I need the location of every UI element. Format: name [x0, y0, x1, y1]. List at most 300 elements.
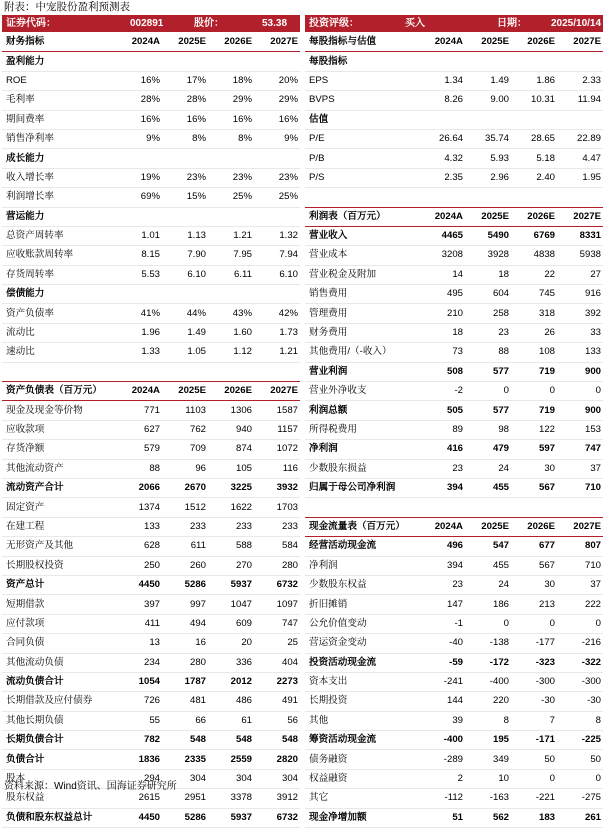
table-row — [2, 634, 300, 653]
row-label: 债务融资 — [305, 750, 415, 769]
row-value: 30 — [511, 575, 557, 594]
row-label: 资产总计 — [2, 575, 112, 594]
row-value: 874 — [208, 440, 254, 459]
table-row — [2, 498, 300, 517]
row-label: 营业外净收支 — [305, 382, 415, 401]
table-row — [2, 246, 300, 265]
table-row — [305, 711, 603, 730]
row-value: 2012 — [208, 672, 254, 691]
row-value: 2027E — [254, 33, 300, 52]
table-row — [305, 653, 603, 672]
row-value: 0 — [511, 382, 557, 401]
row-label: 应付款项 — [2, 614, 112, 633]
row-value: 8 — [557, 711, 603, 730]
row-value: 26.64 — [415, 129, 465, 148]
row-value: 42% — [254, 304, 300, 323]
row-value: 1787 — [162, 672, 208, 691]
row-value: -2 — [415, 382, 465, 401]
row-value: 0 — [465, 614, 511, 633]
row-value — [415, 110, 465, 129]
table-row — [2, 653, 300, 672]
row-label: 现金流量表（百万元） — [305, 517, 415, 536]
row-value: 747 — [557, 440, 603, 459]
row-value: 28% — [162, 91, 208, 110]
left-financial-table — [2, 33, 300, 828]
row-value: -112 — [415, 789, 465, 808]
row-value — [465, 110, 511, 129]
row-value: 940 — [208, 420, 254, 439]
row-value: 588 — [208, 537, 254, 556]
row-value: 496 — [415, 537, 465, 556]
row-value: -322 — [557, 653, 603, 672]
table-row — [2, 478, 300, 497]
row-value: -30 — [511, 692, 557, 711]
row-value: 25 — [254, 634, 300, 653]
row-label — [305, 498, 415, 517]
right-financial-table — [305, 33, 603, 828]
row-value: 0 — [557, 614, 603, 633]
row-value: 8.15 — [112, 246, 162, 265]
row-value: -275 — [557, 789, 603, 808]
row-value: 50 — [557, 750, 603, 769]
row-value: 577 — [465, 401, 511, 420]
row-value: 5937 — [208, 575, 254, 594]
row-value: 1.05 — [162, 343, 208, 362]
table-row — [305, 52, 603, 71]
row-value: 495 — [415, 285, 465, 304]
row-value — [208, 149, 254, 168]
row-value: 66 — [162, 711, 208, 730]
row-value: 7 — [511, 711, 557, 730]
row-value: 0 — [557, 382, 603, 401]
row-label: 销售费用 — [305, 285, 415, 304]
row-label: 营业税金及附加 — [305, 265, 415, 284]
row-value: 1072 — [254, 440, 300, 459]
row-value: 35.74 — [465, 129, 511, 148]
table-row — [305, 537, 603, 556]
row-value: 16% — [254, 110, 300, 129]
row-label: 估值 — [305, 110, 415, 129]
row-value: 7.94 — [254, 246, 300, 265]
row-value: 719 — [511, 362, 557, 381]
row-value: 234 — [112, 653, 162, 672]
table-row — [2, 672, 300, 691]
row-value: 486 — [208, 692, 254, 711]
row-value: 105 — [208, 459, 254, 478]
row-value: 2024A — [112, 33, 162, 52]
row-value: 762 — [162, 420, 208, 439]
date-label: 日期： — [497, 18, 527, 29]
row-value: 9% — [112, 129, 162, 148]
row-value: 0 — [465, 382, 511, 401]
row-value: 304 — [162, 769, 208, 788]
row-value — [415, 498, 465, 517]
row-value: 23% — [162, 168, 208, 187]
row-value: 5490 — [465, 226, 511, 245]
right-header-bar — [305, 15, 603, 32]
row-value: 7.90 — [162, 246, 208, 265]
row-value: -1 — [415, 614, 465, 633]
row-value: 1.33 — [112, 343, 162, 362]
table-row — [2, 129, 300, 148]
row-value: 15% — [162, 188, 208, 207]
row-value — [162, 149, 208, 168]
row-value: 23% — [208, 168, 254, 187]
row-value: 10.31 — [511, 91, 557, 110]
row-label: 应收款项 — [2, 420, 112, 439]
row-value: 1622 — [208, 498, 254, 517]
price-label: 股价： — [194, 18, 224, 29]
row-label: 筹资活动现金流 — [305, 731, 415, 750]
table-row — [2, 304, 300, 323]
row-value: 548 — [208, 731, 254, 750]
table-row — [2, 517, 300, 536]
row-value: 577 — [465, 362, 511, 381]
price-value: 53.38 — [262, 18, 288, 29]
row-value — [254, 52, 300, 71]
row-value: 1836 — [112, 750, 162, 769]
row-value: 213 — [511, 595, 557, 614]
row-value: 50 — [511, 750, 557, 769]
row-value: 2026E — [511, 33, 557, 52]
row-label: 利润表（百万元） — [305, 207, 415, 226]
row-value: 2.35 — [415, 168, 465, 187]
row-value: 25% — [254, 188, 300, 207]
row-label: P/E — [305, 129, 415, 148]
table-row — [305, 149, 603, 168]
row-value: 4450 — [112, 808, 162, 827]
table-row — [305, 304, 603, 323]
row-value: 900 — [557, 362, 603, 381]
row-label: 折旧摊销 — [305, 595, 415, 614]
row-value: 318 — [511, 304, 557, 323]
row-value: 584 — [254, 537, 300, 556]
row-label: 速动比 — [2, 343, 112, 362]
row-value: 3225 — [208, 478, 254, 497]
table-row — [305, 226, 603, 245]
row-value: 22.89 — [557, 129, 603, 148]
row-value: 1.21 — [208, 226, 254, 245]
table-row — [2, 362, 300, 381]
table-row — [305, 382, 603, 401]
row-value: 1306 — [208, 401, 254, 420]
row-value: 2 — [415, 769, 465, 788]
row-label: 营运资金变动 — [305, 634, 415, 653]
row-value: 89 — [415, 420, 465, 439]
row-label: EPS — [305, 71, 415, 90]
row-label — [2, 362, 112, 381]
row-value: 3932 — [254, 478, 300, 497]
row-label: 毛利率 — [2, 91, 112, 110]
row-value: -40 — [415, 634, 465, 653]
source-note: 资料来源：Wind资讯、国海证券研究所 — [4, 781, 177, 792]
row-value: 1.86 — [511, 71, 557, 90]
table-row — [2, 808, 300, 827]
row-label: 投资活动现金流 — [305, 653, 415, 672]
row-value: 709 — [162, 440, 208, 459]
table-row — [305, 440, 603, 459]
row-value: 5.53 — [112, 265, 162, 284]
row-value — [415, 52, 465, 71]
row-label: 长期投资 — [305, 692, 415, 711]
row-value: 122 — [511, 420, 557, 439]
row-value: 2024A — [415, 33, 465, 52]
row-value: 782 — [112, 731, 162, 750]
row-value: 397 — [112, 595, 162, 614]
rating-value: 买入 — [405, 18, 425, 29]
table-row — [305, 517, 603, 536]
row-value — [112, 149, 162, 168]
row-value: 55 — [112, 711, 162, 730]
row-value: -59 — [415, 653, 465, 672]
row-value: 18% — [208, 71, 254, 90]
row-value: 73 — [415, 343, 465, 362]
row-value: 270 — [208, 556, 254, 575]
row-value: 1512 — [162, 498, 208, 517]
table-row — [305, 614, 603, 633]
row-label: 长期借款及应付债券 — [2, 692, 112, 711]
row-label: 利润增长率 — [2, 188, 112, 207]
row-label: 负债合计 — [2, 750, 112, 769]
table-row — [2, 71, 300, 90]
row-label: 每股指标与估值 — [305, 33, 415, 52]
row-value: 1.21 — [254, 343, 300, 362]
row-value: 726 — [112, 692, 162, 711]
row-value: 807 — [557, 537, 603, 556]
row-value: 28% — [112, 91, 162, 110]
row-value: 2026E — [208, 33, 254, 52]
table-row — [2, 711, 300, 730]
row-value: 916 — [557, 285, 603, 304]
row-value: 4465 — [415, 226, 465, 245]
row-label: P/B — [305, 149, 415, 168]
table-row — [2, 537, 300, 556]
row-value — [254, 149, 300, 168]
row-value: 2615 — [112, 789, 162, 808]
row-value — [465, 498, 511, 517]
row-label: 固定资产 — [2, 498, 112, 517]
row-label: 无形资产及其他 — [2, 537, 112, 556]
table-row — [305, 808, 603, 827]
row-label: 总资产周转率 — [2, 226, 112, 245]
row-value: 16% — [112, 71, 162, 90]
row-value: 547 — [465, 537, 511, 556]
row-value: 29% — [254, 91, 300, 110]
row-value: -241 — [415, 672, 465, 691]
row-value: 233 — [254, 517, 300, 536]
row-value — [254, 362, 300, 381]
row-value: 233 — [208, 517, 254, 536]
table-row — [2, 420, 300, 439]
row-value: 5286 — [162, 808, 208, 827]
row-value: 719 — [511, 401, 557, 420]
row-value: 394 — [415, 478, 465, 497]
table-row — [305, 129, 603, 148]
table-row — [305, 634, 603, 653]
left-header-bar — [2, 15, 300, 32]
row-value — [511, 110, 557, 129]
row-label: 归属于母公司净利润 — [305, 478, 415, 497]
row-value: 18 — [465, 265, 511, 284]
row-value: 5938 — [557, 246, 603, 265]
row-value: 8331 — [557, 226, 603, 245]
row-label: 应收账款周转率 — [2, 246, 112, 265]
row-value: 997 — [162, 595, 208, 614]
row-value: 14 — [415, 265, 465, 284]
row-value: 567 — [511, 478, 557, 497]
table-row — [2, 91, 300, 110]
row-label: 营业成本 — [305, 246, 415, 265]
row-value: 147 — [415, 595, 465, 614]
table-row — [2, 382, 300, 401]
row-value: 0 — [511, 614, 557, 633]
row-value: -323 — [511, 653, 557, 672]
table-row — [2, 595, 300, 614]
row-value: 6.10 — [254, 265, 300, 284]
row-value: 27 — [557, 265, 603, 284]
table-row — [2, 285, 300, 304]
row-value: -138 — [465, 634, 511, 653]
row-value: 51 — [415, 808, 465, 827]
code-label: 证券代码： — [6, 18, 56, 29]
row-value: 491 — [254, 692, 300, 711]
row-label: 长期股权投资 — [2, 556, 112, 575]
row-label: 资产负债率 — [2, 304, 112, 323]
row-label: 销售净利率 — [2, 129, 112, 148]
row-value: 23 — [415, 459, 465, 478]
row-label: 少数股东损益 — [305, 459, 415, 478]
date-value: 2025/10/14 — [551, 18, 602, 29]
row-value — [112, 362, 162, 381]
row-value: 2025E — [465, 33, 511, 52]
rating-label: 投资评级： — [309, 18, 359, 29]
row-value: 6.10 — [162, 265, 208, 284]
row-value: -300 — [557, 672, 603, 691]
row-value: 2025E — [162, 33, 208, 52]
row-value: 2273 — [254, 672, 300, 691]
row-label: 现金及现金等价物 — [2, 401, 112, 420]
row-value: 2027E — [254, 382, 300, 401]
row-value: 20% — [254, 71, 300, 90]
row-value: 505 — [415, 401, 465, 420]
row-label: 流动资产合计 — [2, 478, 112, 497]
row-value: 611 — [162, 537, 208, 556]
row-value: 8% — [162, 129, 208, 148]
row-value — [112, 52, 162, 71]
row-value: 5937 — [208, 808, 254, 827]
table-row — [2, 149, 300, 168]
row-value: 1047 — [208, 595, 254, 614]
row-value: 26 — [511, 323, 557, 342]
row-value: 1.60 — [208, 323, 254, 342]
row-label: 营业利润 — [305, 362, 415, 381]
table-row — [2, 750, 300, 769]
row-value: 771 — [112, 401, 162, 420]
row-value: -30 — [557, 692, 603, 711]
row-value: 2026E — [208, 382, 254, 401]
table-row — [305, 265, 603, 284]
row-label: 存货净额 — [2, 440, 112, 459]
table-row — [305, 769, 603, 788]
table-row — [305, 401, 603, 420]
row-value: 4.32 — [415, 149, 465, 168]
row-value: 37 — [557, 459, 603, 478]
table-row — [305, 789, 603, 808]
row-label: 其他费用/（-收入） — [305, 343, 415, 362]
row-value: 8% — [208, 129, 254, 148]
row-value: 5286 — [162, 575, 208, 594]
row-label: 股本 — [2, 769, 112, 788]
row-value: 5.93 — [465, 149, 511, 168]
row-label: 其他流动资产 — [2, 459, 112, 478]
row-value: 4.47 — [557, 149, 603, 168]
table-row — [305, 71, 603, 90]
row-value: 133 — [112, 517, 162, 536]
row-value: 1703 — [254, 498, 300, 517]
row-value: 280 — [254, 556, 300, 575]
row-value: 548 — [254, 731, 300, 750]
row-label: 合同负债 — [2, 634, 112, 653]
table-row — [305, 362, 603, 381]
row-value: -216 — [557, 634, 603, 653]
left-column — [2, 33, 300, 828]
table-row — [305, 498, 603, 517]
row-label: BVPS — [305, 91, 415, 110]
row-value: 3928 — [465, 246, 511, 265]
row-label: 资本支出 — [305, 672, 415, 691]
row-value: 2026E — [511, 207, 557, 226]
row-value: 562 — [465, 808, 511, 827]
row-value: 2024A — [112, 382, 162, 401]
row-label: 存货周转率 — [2, 265, 112, 284]
row-value: 349 — [465, 750, 511, 769]
row-value: 745 — [511, 285, 557, 304]
row-value: 24 — [465, 575, 511, 594]
row-value: 455 — [465, 478, 511, 497]
row-value: 294 — [112, 769, 162, 788]
row-value: 304 — [208, 769, 254, 788]
table-row — [305, 343, 603, 362]
row-label: 所得税费用 — [305, 420, 415, 439]
row-value: 2027E — [557, 33, 603, 52]
row-value: 16% — [112, 110, 162, 129]
row-value: 28.65 — [511, 129, 557, 148]
row-value — [415, 188, 465, 207]
row-label: 收入增长率 — [2, 168, 112, 187]
row-value: 17% — [162, 71, 208, 90]
row-value: 10 — [465, 769, 511, 788]
row-label: 净利润 — [305, 556, 415, 575]
row-label: 其它 — [305, 789, 415, 808]
row-value: 2559 — [208, 750, 254, 769]
table-row — [2, 323, 300, 342]
row-value: 508 — [415, 362, 465, 381]
row-value: 479 — [465, 440, 511, 459]
row-value: 567 — [511, 556, 557, 575]
row-value: 29% — [208, 91, 254, 110]
row-label: 在建工程 — [2, 517, 112, 536]
row-value: 22 — [511, 265, 557, 284]
row-value — [465, 52, 511, 71]
row-value: 1374 — [112, 498, 162, 517]
row-value: 25% — [208, 188, 254, 207]
row-label: 利润总额 — [305, 401, 415, 420]
row-label: 期间费率 — [2, 110, 112, 129]
row-value: 280 — [162, 653, 208, 672]
row-value: 133 — [557, 343, 603, 362]
row-value: 24 — [465, 459, 511, 478]
row-label: 公允价值变动 — [305, 614, 415, 633]
